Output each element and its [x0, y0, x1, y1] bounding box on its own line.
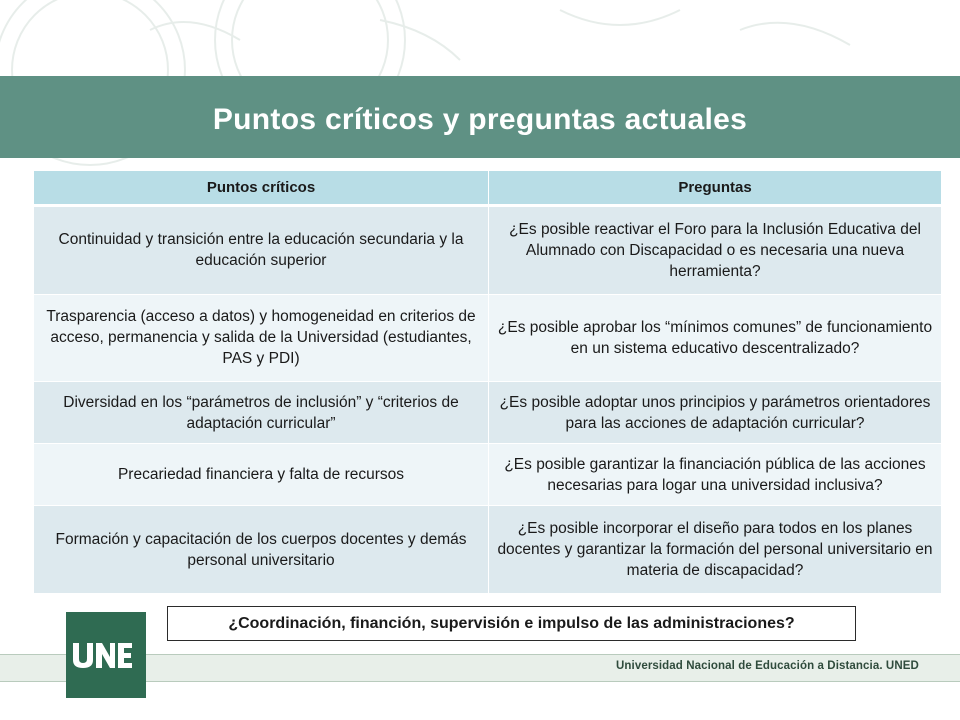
institution-name: Universidad Nacional de Educación a Distancia. UNED	[616, 660, 919, 672]
table-row	[34, 382, 942, 444]
table-cell-question: ¿Es posible reactivar el Foro para la Inclusión Educativa del Alumnado con Discapacidad o es necesaria una nueva herramienta?	[489, 207, 942, 295]
header-preguntas: Preguntas	[489, 171, 942, 207]
table-cell-question: ¿Es posible incorporar el diseño para todos en los planes docentes y garantizar la formación del personal universitario en materia de discapacidad?	[489, 506, 942, 594]
table-row	[34, 506, 942, 594]
table-cell-question: ¿Es posible garantizar la financiación pública de las acciones necesarias para logar una universidad inclusiva?	[489, 444, 942, 506]
table-cell-point: Diversidad en los “parámetros de inclusión” y “criterios de adaptación curricular”	[34, 382, 489, 444]
uned-logo-icon	[71, 640, 141, 670]
table-row	[34, 207, 942, 295]
header-puntos-criticos: Puntos críticos	[34, 171, 489, 207]
table-row	[34, 444, 942, 506]
table-cell-point: Formación y capacitación de los cuerpos docentes y demás personal universitario	[34, 506, 489, 594]
critical-points-table	[34, 171, 942, 594]
table-cell-point: Precariedad financiera y falta de recursos	[34, 444, 489, 506]
uned-logo	[66, 612, 146, 698]
table-cell-question: ¿Es posible aprobar los “mínimos comunes” de funcionamiento en un sistema educativo descentralizado?	[489, 295, 942, 383]
table-row	[34, 295, 942, 383]
coordination-callout: ¿Coordinación, financión, supervisión e impulso de las administraciones?	[167, 606, 856, 641]
slide-title: Puntos críticos y preguntas actuales	[212, 103, 748, 136]
title-band	[0, 76, 960, 158]
table-cell-point: Trasparencia (acceso a datos) y homogeneidad en criterios de acceso, permanencia y salida de la Universidad (estudiantes, PAS y PDI)	[34, 295, 489, 383]
table-cell-question: ¿Es posible adoptar unos principios y parámetros orientadores para las acciones de adaptación curricular?	[489, 382, 942, 444]
table-cell-point: Continuidad y transición entre la educación secundaria y la educación superior	[34, 207, 489, 295]
table-header-row	[34, 171, 942, 207]
